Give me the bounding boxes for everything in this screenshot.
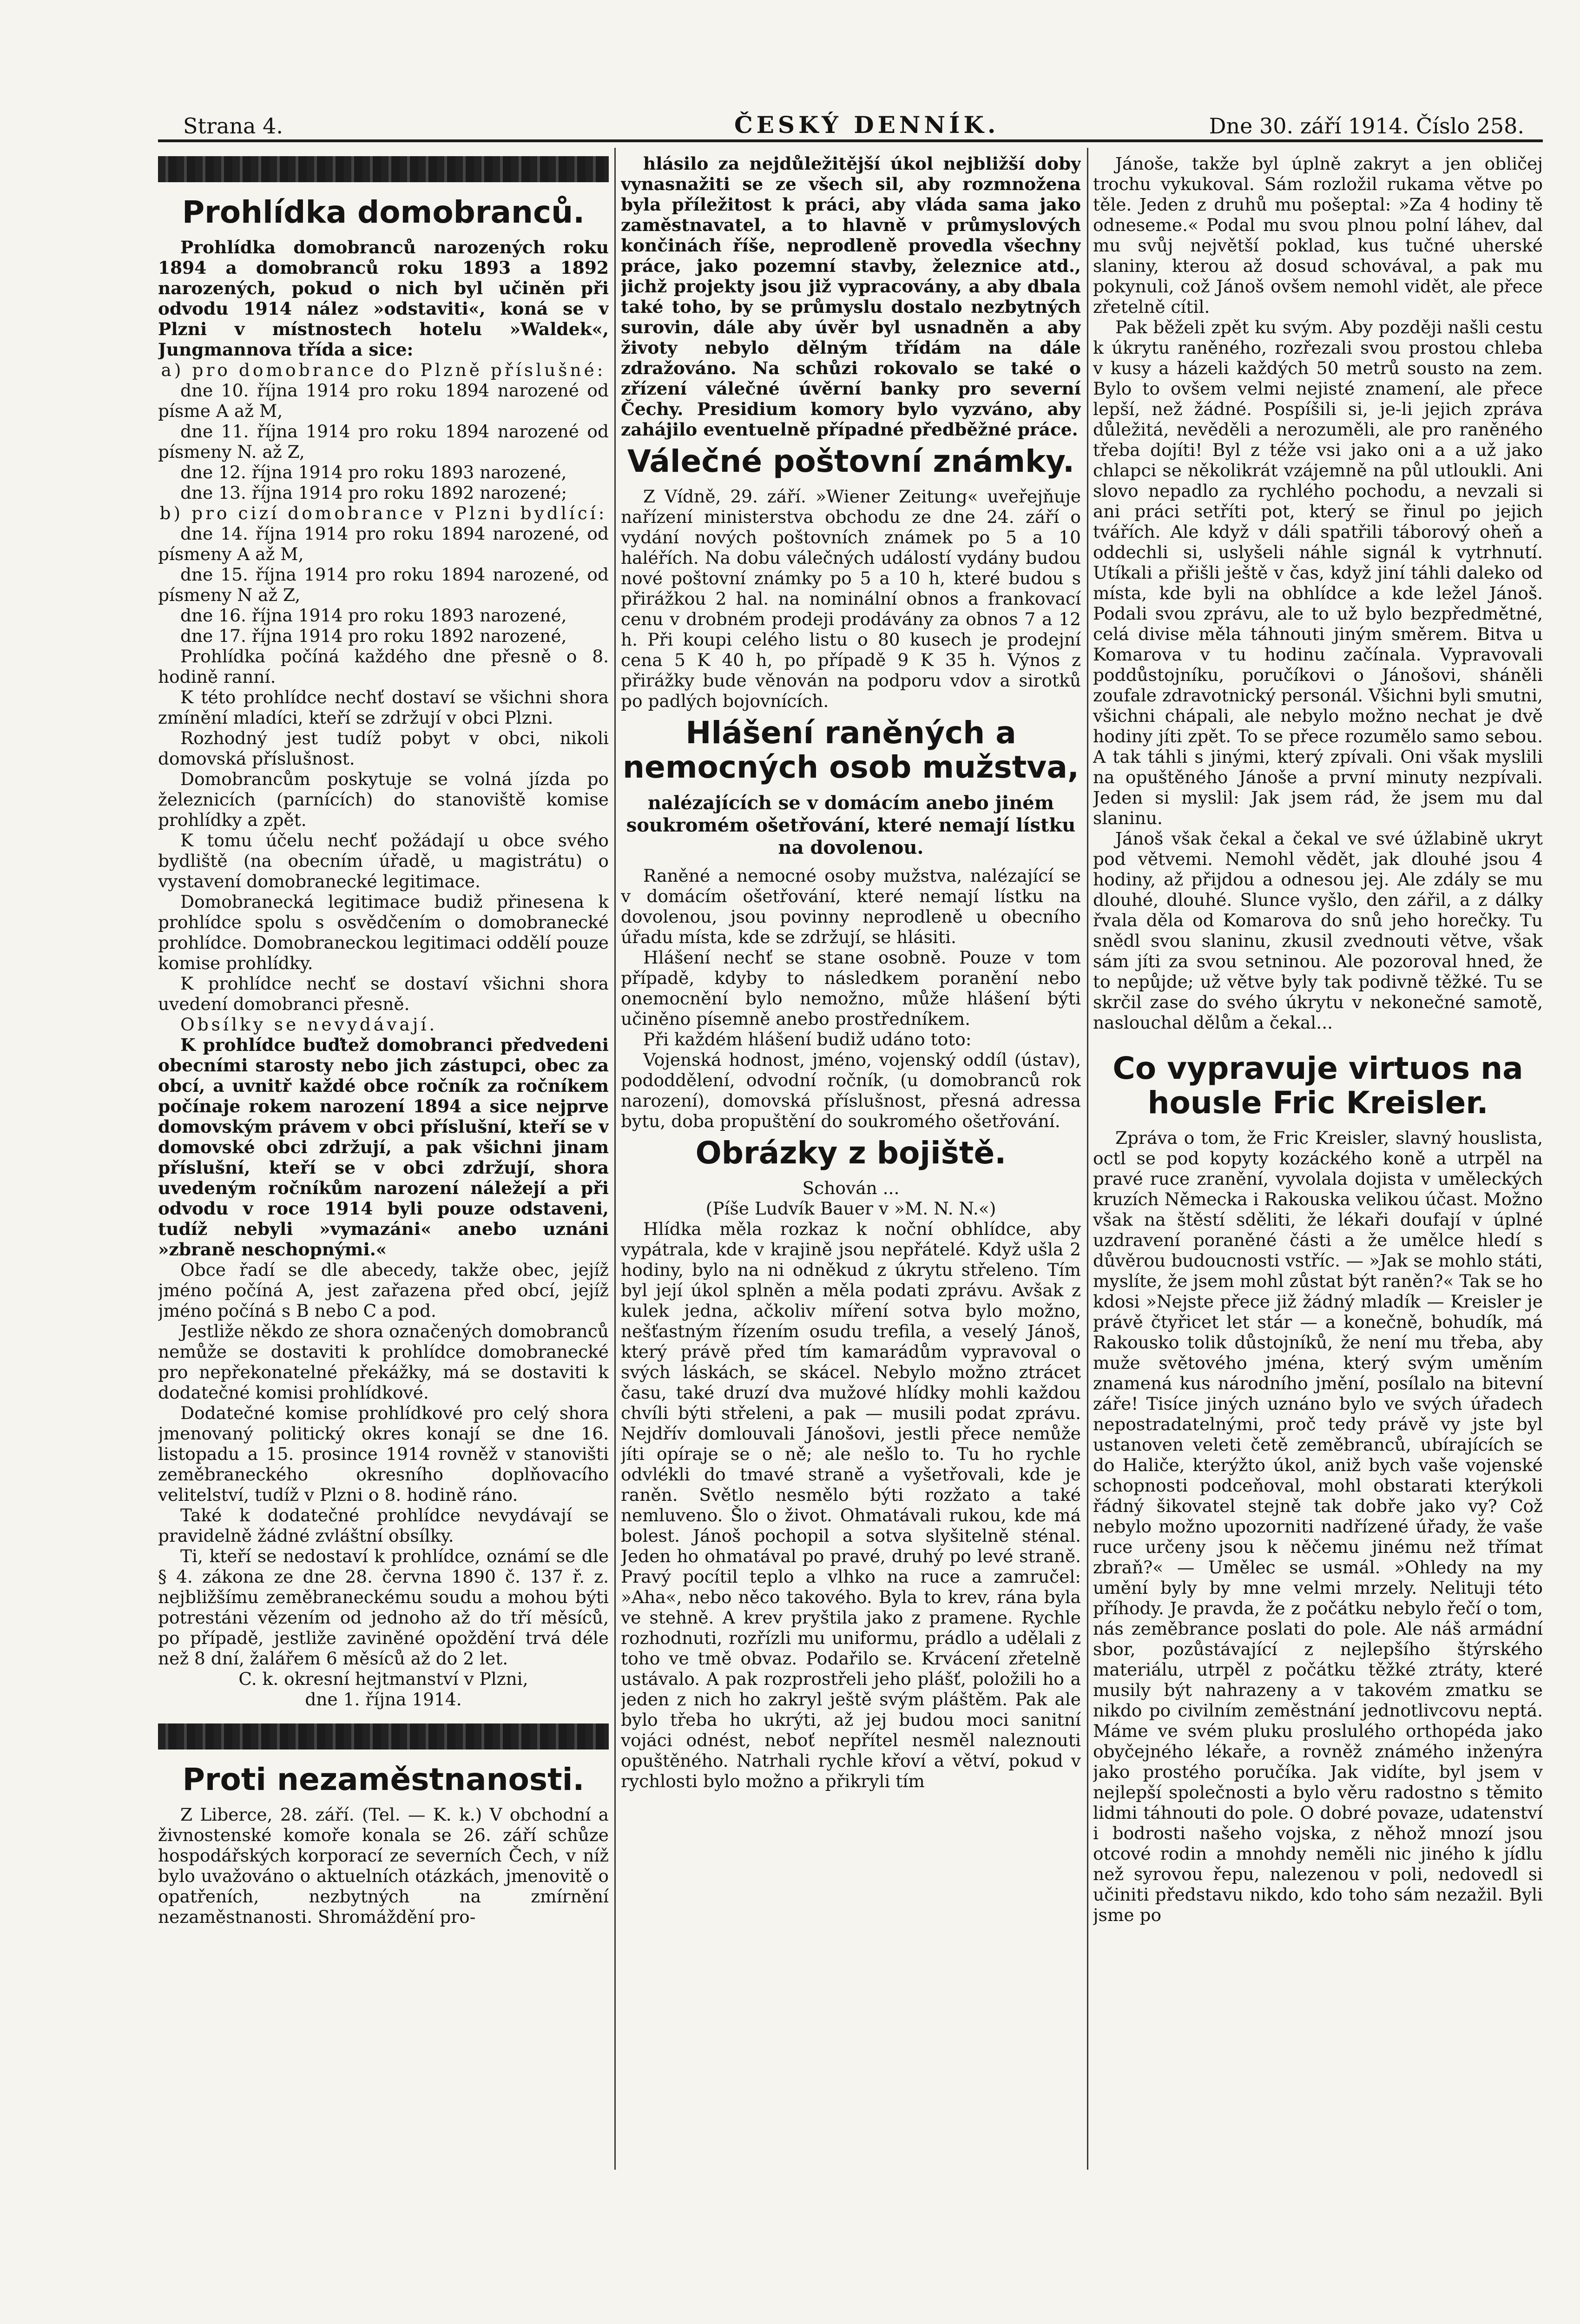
article-paragraph: Ti, kteří se nedostaví k prohlídce, oznámí se dle § 4. zákona ze dne 28. června 1890 č. 137 ř. z. nejbližšímu zeměbraneckému soudu a mohou býti potrestáni vězením od jednoho až do tří měsíců, po případě, jestliže zaviněné opoždění trvá déle než 8 dní, žalářem 6 měsíců až do 2 let. — [158, 1546, 609, 1669]
column-1 — [158, 153, 609, 2166]
article-title: Hlášení raněných a nemocných osob mužstva, — [623, 715, 1079, 785]
article-paragraph: hlásilo za nejdůležitější úkol nejbližší doby vynasnažiti se ze všech sil, aby rozmnožena byla příležitost k práci, aby vláda sama jako zaměstnavatel, a to hlavně v průmyslových končinách říše, neprodleně provedla všechny práce, jako pozemní stavby, železnice atd., jichž projekty jsou již vypracovány, a aby dbala také toho, by se průmyslu dostalo nezbytných surovin, dále aby úvěr byl usnadněn a aby životy nebylo dělným třídám na dále zdražováno. Na schůzi rokovalo se také o zřízení válečné úvěrní banky pro severní Čechy. Presidium komory bylo vyzváno, aby zahájilo eventuelně případné předběžné práce. — [621, 153, 1081, 440]
article-paragraph: Jestliže někdo ze shora označených domobranců nemůže se dostaviti k prohlídce domobranecké pro nepřekonatelné překážky, má se dostaviti k dodatečné komisi prohlídkové. — [158, 1321, 609, 1403]
article-paragraph: Jánoš však čekal a čekal ve své úžlabině ukryt pod větvemi. Nemohl vědět, jak dlouhé jsou 4 hodiny, až přijdou a odnesou jej. Ale zdály se mu dlouhé, dlouhé. Slunce vyšlo, den zářil, a z dálky řvala děla od Komarova do snů jeho horečky. Tu snědl svou slaninu, zkusil zvednouti větve, však sám jíti za svou setninou. Ale pozoroval hned, že to nepůjde; už větve byly tak podivně těžké. Tu se skrčil zase do svého úkrytu v nekonečné samotě, naslouchal dělům a čekal... — [1093, 828, 1543, 1033]
article-title: Co vypravuje virtuos na housle Fric Kreisler. — [1113, 1050, 1523, 1121]
article-paragraph: K této prohlídce nechť dostaví se všichni shora zmínění mladíci, kteří se zdržují v obci Plzni. — [158, 687, 609, 728]
article-title: Obrázky z bojiště. — [695, 1135, 1007, 1171]
header-rule — [158, 139, 1543, 142]
column-2 — [621, 153, 1081, 2166]
column-3 — [1093, 153, 1543, 2166]
schedule-line: dne 14. října 1914 pro roku 1894 narozené, od písmeny A až M, — [158, 523, 609, 564]
page-header — [177, 109, 1538, 141]
article-subtitle: Schován ... — [802, 1178, 900, 1198]
article-byline: (Píše Ludvík Bauer v »M. N. N.«) — [705, 1198, 996, 1219]
article-paragraph: Obce řadí se dle abecedy, takže obec, jejíž jméno počíná A, jest zařazena před obcí, jejíž jméno počíná s B nebo C a pod. — [158, 1260, 609, 1321]
schedule-line: dne 10. října 1914 pro roku 1894 narozené od písme A až M, — [158, 380, 609, 421]
schedule-line: dne 11. října 1914 pro roku 1894 narozené od písmeny N. až Z, — [158, 421, 609, 462]
schedule-line: dne 17. října 1914 pro roku 1892 narozené, — [180, 626, 567, 646]
article-title: Prohlídka domobranců. — [182, 194, 585, 230]
article-paragraph: Při každém hlášení budiž udáno toto: — [643, 1029, 972, 1050]
ornamental-band — [158, 1723, 609, 1750]
article-paragraph: Hlídka měla rozkaz k noční obhlídce, aby vypátrala, kde v krajině jsou nepřátelé. Když ušla 2 hodiny, bylo na ni odněkud z úkrytu střeleno. Tím byl její úkol splněn a měla podati zprávu. Avšak z kulek jedna, ačkoliv míření sotva bylo možno, nešťastným řízením osudu trefila, a veselý Jánoš, který právě před tím kamarádům vypravoval o svých láskách, se skácel. Nebylo možno ztrácet času, také druzí dva mužové hlídky mohli každou chvíli býti střeleni, a pak — musili podat zprávu. Nejdřív domlouvali Jánošovi, jestli přece nemůže jíti opíraje se o ně; ale nešlo to. Tu ho rychle odvlékli do tmavé straně a vyšetřovali, kde je raněn. Světlo nesmělo býti rozžato a také nemluveno. Šlo o život. Ohmatávali rukou, kde má bolest. Jánoš pochopil a sotva slyšitelně sténal. Jeden ho ohmatával po pravé, druhý po levé straně. Pravý pocítil teplo a vlhko na ruce a zamručel: »Aha«, nebo něco takového. Byla to krev, rána byla ve stehně. A krev pryštila jako z pramene. Rychle rozhodnuti, rozřízli mu uniformu, prádlo a udělali z toho ve tmě obvaz. Podařilo se. Krvácení zřetelně ustávalo. A pak rozprostřeli jeho plášť, položili ho a jeden z nich ho zakryl ještě svým pláštěm. Pak ale bylo třeba ho ukrýti, až jej budou moci sanitní vojáci odnést, neboť nepřítel nesměl naleznouti opuštěného. Natrhali rychle křoví a větví, pokud v rychlosti bylo možno a přikryli tím — [621, 1219, 1081, 1791]
article-paragraph: K tomu účelu nechť požádají u obce svého bydliště (na obecním úřadě, u magistrátu) o vystavení domobranecké legitimace. — [158, 830, 609, 891]
article-paragraph: Rozhodný jest tudíž pobyt v obci, nikoli domovská příslušnost. — [158, 728, 609, 769]
article-paragraph: K prohlídce buďtež domobranci předvedeni obecními starosty nebo jich zástupci, obec za obcí, a uvnitř každé obce ročník za ročníkem počínaje rokem narození 1894 a sice nejprve domovským právem v obci příslušní, kteří se v domovské obci zdržují, a pak všichni jinam příslušní, kteří se v obci zdržují, shora uvedeným ročníkům narození náležejí a při odvodu v roce 1914 byli pouze odstaveni, tudíž nebyli »vymazáni« anebo uznáni »zbraně neschopnými.« — [158, 1035, 609, 1260]
article-paragraph: Jánoše, takže byl úplně zakryt a jen obličej trochu vykukoval. Sám rozložil rukama větve po těle. Jeden z druhů mu pošeptal: »Za 4 hodiny tě odneseme.« Podal mu svou plnou polní láhev, dal mu svůj největší poklad, kus tučné uherské slaniny, kterou až dosud schovával, a pak mu pokynuli, což Jánoš ovšem nemohl vidět, ale přece zřetelně cítil. — [1093, 153, 1543, 317]
article-paragraph: Domobrancům poskytuje se volná jízda po železnicích (parnících) do stanoviště komise prohlídky a zpět. — [158, 769, 609, 830]
schedule-line: dne 13. října 1914 pro roku 1892 narozené; — [180, 482, 567, 503]
article-paragraph: K prohlídce nechť se dostaví všichni shora uvedení domobranci přesně. — [158, 973, 609, 1014]
article-title: Proti nezaměstnanosti. — [182, 1762, 585, 1797]
article-paragraph: Zpráva o tom, že Fric Kreisler, slavný houslista, octl se pod kopyty kozáckého koně a utrpěl na pravé ruce zranění, vyvolala dojista v uměleckých kruzích Německa i Rakouska velikou účast. Možno však na štěstí sděliti, že lékaři doufají v úplné uzdravení poraněné části a že umělce hledí s důvěrou budoucnosti vstříc. — »Jak se mohlo státi, myslíte, že jsem mohl zůstat být raněn?« Tak se ho kdosi »Nejste přece již žádný mladík — Kreisler je právě čtyřicet let stár — a konečně, bohudík, má Rakousko tolik důstojníků, že není mu třeba, aby muže světového jména, který svým uměním znamená kus národního jmění, posílalo na bitevní záře! Tisíce jiných uznáno bylo ve svých úřadech nepostradatelnými, proč tedy právě vy jste byl ustanoven veleti četě zeměbranců, ubírajících se do Haliče, kterýžto úkol, aniž bych vaše vojenské schopnosti podceňoval, mohl obstarati kterýkoli řádný šikovatel stejně tak dobře jako vy? Což nebylo možno upozorniti nadřízené úřady, že vaše ruce určeny jsou k něčemu jinému než třímat zbraň?« — Umělec se usmál. »Ohledy na my umění byly by mne velmi mrzely. Nelituji této příhody. Je pravda, že z počátku nebylo řečí o tom, nás zeměbrance poslati do pole. Ale náš armádní sbor, pozůstávající z nejlepšího štýrského materiálu, utrpěl z počátku těžké ztráty, které musily být nahrazeny a v takovém zmatku se nikdo po civilním zeměstnání jednotlivcovu neptá. Máme ve svém pluku proslulého orthopéda jako obyčejného lékaře, a rovněž známého inženýra jako prostého poručíka. Jak vidíte, byl jsem v nejlepší společnosti a bylo věru radostno s těmito lidmi táhnouti do pole. O dobré povaze, udatenství i bodrosti našeho vojska, z něhož mnozí jsou otcové rodin a mnohdy neměli nic jiného k jídlu než syrovou řepu, nalezenou v poli, nedovedl si učiniti představu nikdo, kdo toho sám nezažil. Byli jsme po — [1093, 1128, 1543, 1925]
masthead-title: ČESKÝ DENNÍK. — [734, 111, 1000, 139]
schedule-line: dne 12. října 1914 pro roku 1893 narozené, — [180, 462, 567, 482]
article-title: Válečné poštovní známky. — [627, 443, 1075, 479]
article-paragraph: Z Vídně, 29. září. »Wiener Zeitung« uveřejňuje nařízení ministerstva obchodu ze dne 24. září o vydání nových poštovních známek po 5 a 10 haléřích. Na dobu válečných událostí vydány budou nové poštovní známky po 5 a 10 h, které budou s přirážkou 2 hal. na nominální obnos a frankovací cenu v drobném prodeji prodávány za obnos 7 a 12 h. Při koupi celého listu o 80 kusech je prodejní cena 5 K 40 h, po případě 9 K 35 h. Výnos z přirážky bude věnován na podporu vdov a sirotků po padlých bojovnících. — [621, 486, 1081, 711]
article-paragraph: Z Liberce, 28. září. (Tel. — K. k.) V obchodní a živnostenské komoře konala se 26. září schůze hospodářských korporací ze severních Čech, v níž bylo uvažováno o aktuelních otázkách, jmenovitě o opatřeních, nezbytných na zmírnění nezaměstnanosti. Shromáždění pro- — [158, 1804, 609, 1927]
ornamental-band — [158, 156, 609, 182]
article-paragraph: Prohlídka domobranců narozených roku 1894 a domobranců roku 1893 a 1892 narozených, pokud o nich byl učiněn při odvodu 1914 nález »odstaviti«, koná se v Plzni v místnostech hotelu »Waldek«, Jungmannova třída a sice: — [158, 237, 609, 360]
article-subheading: a) pro domobrance do Plzně příslušné: — [161, 360, 606, 380]
article-paragraph: Domobranecká legitimace budiž přinesena k prohlídce spolu s osvědčením o domobranecké prohlídce. Domobraneckou legitimaci oddělí pouze komise prohlídky. — [158, 891, 609, 973]
article-paragraph: Vojenská hodnost, jméno, vojenský oddíl (ústav), pododdělení, odvodní ročník, (u domobranců rok narození), domovská příslušnost, přesná adressa bytu, doba propuštění do soukromého ošetřování. — [621, 1050, 1081, 1131]
signature-date: dne 1. října 1914. — [305, 1689, 462, 1710]
schedule-line: dne 15. října 1914 pro roku 1894 narozené, od písmeny N až Z, — [158, 564, 609, 605]
article-paragraph: Dodatečné komise prohlídkové pro celý shora jmenovaný politický okres konají se dne 16. listopadu a 15. prosince 1914 rovněž v stanovišti zeměbraneckého okresního doplňovacího velitelství, tudíž v Plzni o 8. hodině ráno. — [158, 1403, 609, 1505]
article-paragraph: Pak běželi zpět ku svým. Aby později našli cestu k úkrytu raněného, rozřezali svou prostou chleba v kusy a házeli každých 50 metrů sousto na zem. Bylo to ovšem velmi nejisté znamení, ale přece lepší, než žádné. Pospíšili si, je-li jejich zpráva důležitá, nevěděli a nerozuměli, ale pro raněného třeba dojíti! Byl z téže vsi jako oni a a už jako chlapci se několikrát vzájemně na půl utloukli. Ani slovo nepadlo za rychlého pochodu, a nevzali si ani práci setříti pot, který se řinul po jejich tvářích. Ale když v dáli spatřili táborový oheň a oddechli si, uslyšeli náhle signál k vytrhnutí. Utíkali a přišli ještě v čas, když jiní táhli daleko od místa, kde byli na obhlídce a kde ležel Jánoš. Podali svou zprávu, ale to už bylo bezpředmětné, celá divise měla táhnouti jiným směrem. Bitva u Komarova v tu hodinu začínala. Vypravovali poddůstojníku, poručíkovi o Jánošovi, sháněli zoufale zdravotnický personál. Všichni byli smutni, všichni chápali, ale nebylo možno nechat je dvě hodiny jíti zpět. To se přece rozumělo samo sebou. A tak táhli s jinými, který zpívali. Oni však myslili na opuštěného Jánoše a první minuty nezpívali. Jeden si myslil: Jak jsem rád, že jsem mu dal slaninu. — [1093, 317, 1543, 828]
issue-date-number: Dne 30. září 1914. Číslo 258. — [1209, 113, 1524, 139]
signature-line: C. k. okresní hejtmanství v Plzni, — [238, 1669, 528, 1689]
page-number: Strana 4. — [183, 113, 283, 139]
column-divider — [1087, 148, 1088, 2170]
article-paragraph: Hlášení nechť se stane osobně. Pouze v tom případě, kdyby to následkem poranění nebo onemocnění bylo nemožno, může hlášení býti učiněno písemně anebo prostředníkem. — [621, 947, 1081, 1029]
article-subheading: b) pro cizí domobrance v Plzni bydlící: — [159, 503, 607, 523]
article-paragraph: Obsílky se nevydávají. — [180, 1014, 438, 1035]
column-divider — [614, 148, 616, 2170]
article-paragraph: Také k dodatečné prohlídce nevydávají se pravidelně žádné zvláštní obsílky. — [158, 1505, 609, 1546]
schedule-line: dne 16. října 1914 pro roku 1893 narozené, — [180, 605, 567, 626]
article-paragraph: Raněné a nemocné osoby mužstva, nalézající se v domácím ošetřování, které nemají lístku na dovolenou, jsou povinny neprodleně u obecního úřadu místa, kde se zdržují, se hlásiti. — [621, 865, 1081, 947]
article-paragraph: Prohlídka počíná každého dne přesně o 8. hodině ranní. — [158, 646, 609, 687]
article-subtitle: nalézajících se v domácím anebo jiném soukromém ošetřování, které nemají lístku na dovolenou. — [626, 792, 1076, 858]
